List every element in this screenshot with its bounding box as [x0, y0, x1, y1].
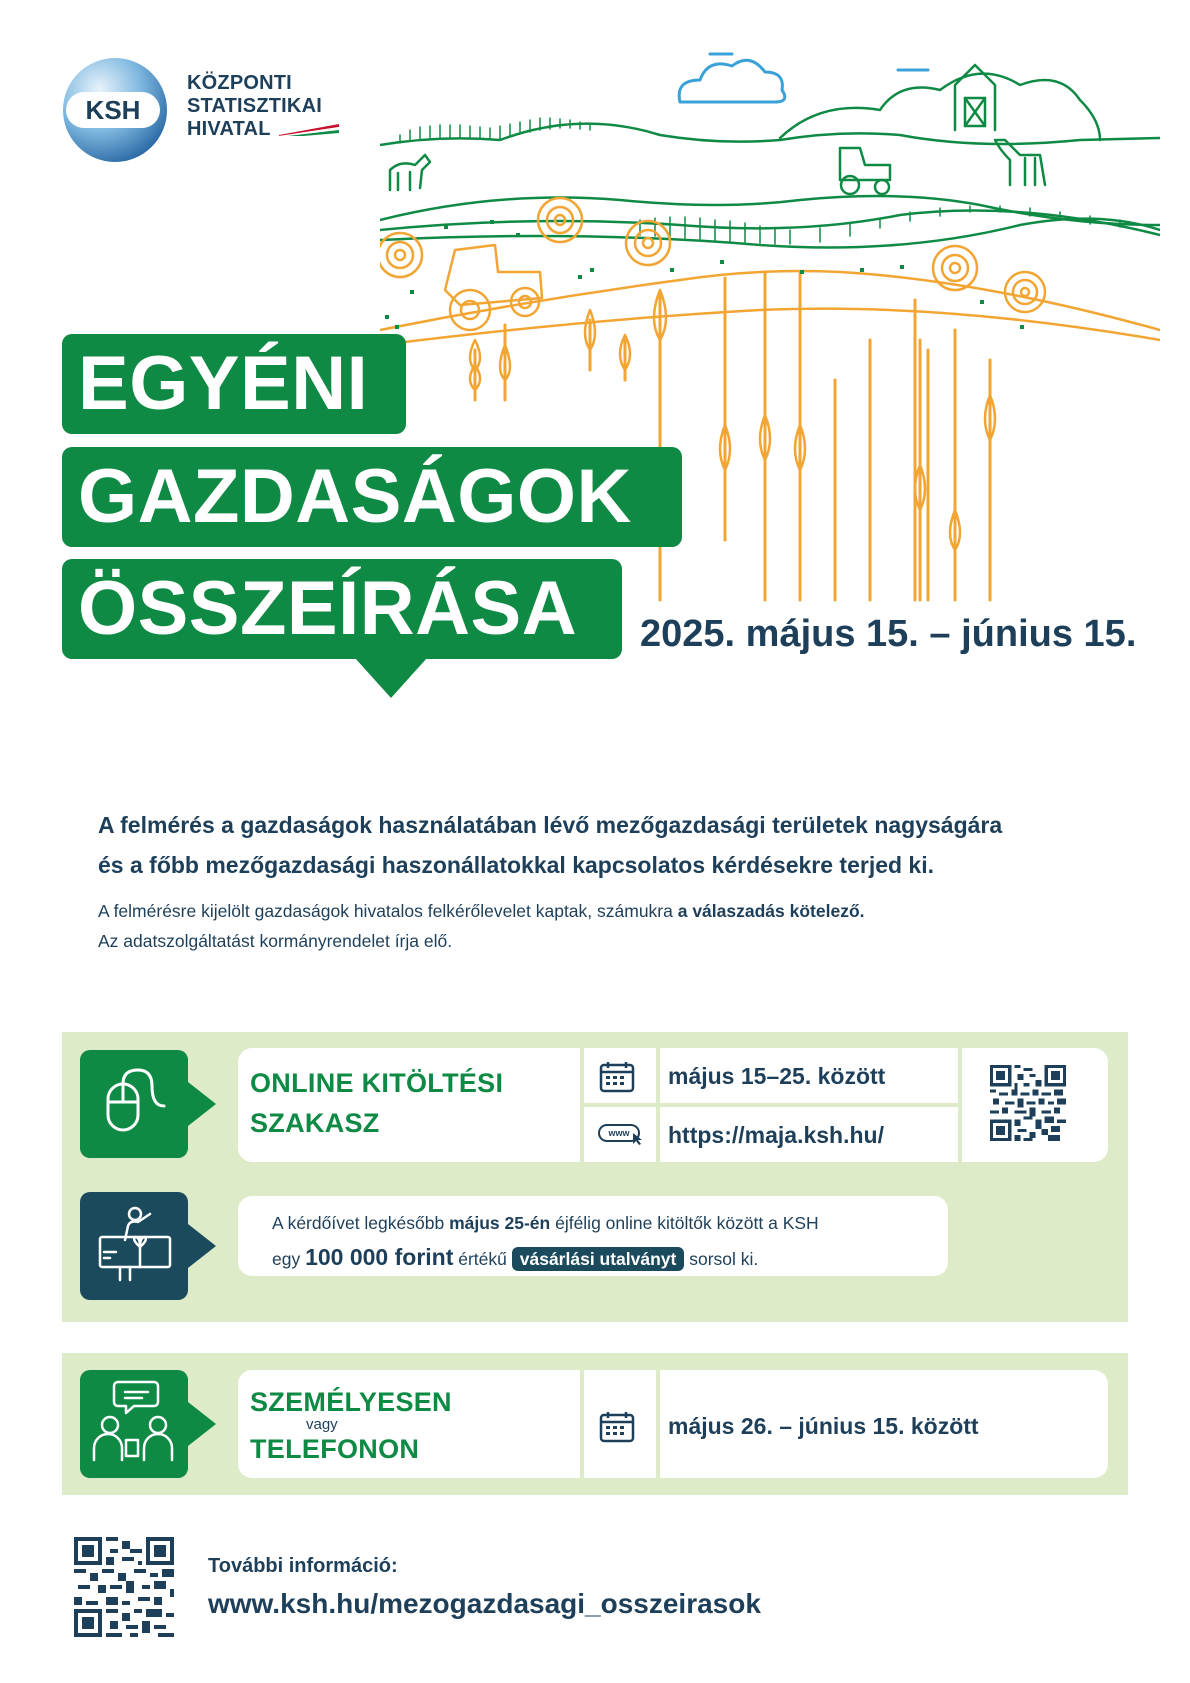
calendar-icon	[598, 1410, 638, 1444]
logo-text	[187, 72, 322, 141]
hay-bale-icon	[380, 198, 1045, 312]
flag-stripe-icon	[279, 122, 339, 136]
raffle-l2-mid: értékű	[453, 1249, 512, 1269]
gift-card-icon	[80, 1192, 188, 1300]
personal-title-line-2: TELEFONON	[250, 1434, 420, 1464]
title-line-3-box	[62, 559, 622, 659]
online-title-line-2: SZAKASZ	[250, 1108, 380, 1138]
gift-card-icon-box	[80, 1192, 188, 1300]
ksh-logo	[60, 55, 170, 165]
intro-bold-text	[98, 805, 1098, 885]
logo-line-3: HIVATAL	[187, 118, 271, 140]
people-icon-box	[80, 1370, 188, 1478]
raffle-l2-pre: egy	[272, 1249, 306, 1269]
divider	[584, 1103, 958, 1107]
raffle-l2-post: sorsol ki.	[684, 1249, 759, 1269]
mouse-icon	[80, 1050, 188, 1158]
raffle-deadline: május 25-én	[449, 1213, 551, 1233]
cursor-icon	[632, 1132, 644, 1146]
footer-label: További információ:	[208, 1555, 398, 1577]
raffle-amount: 100 000 forint	[305, 1244, 454, 1270]
web-icon-label: www	[598, 1124, 640, 1142]
people-conversation-icon	[80, 1370, 188, 1478]
intro-bold-line-2: és a főbb mezőgazdasági haszonállatokkal kapcsolatos kérdésekre terjed ki.	[98, 852, 935, 878]
intro-bold-line-1: A felmérés a gazdaságok használatában lévő mezőgazdasági területek nagyságára	[98, 812, 1003, 838]
online-title	[250, 1063, 503, 1143]
raffle-pre: A kérdőívet legkésőbb	[272, 1213, 450, 1233]
horse-icon	[390, 155, 430, 190]
date-range: 2025. május 15. – június 15.	[640, 613, 1137, 655]
qr-code-icon[interactable]	[990, 1065, 1066, 1141]
title-line-1-box	[62, 334, 406, 434]
voucher-badge: vásárlási utalványt	[512, 1247, 685, 1271]
logo-line-2: STATISZTIKAI	[187, 95, 322, 117]
intro-para-bold: a válaszadás kötelező.	[677, 901, 865, 921]
divider	[580, 1370, 584, 1478]
raffle-mid: éjfélig online kitöltők között a KSH	[550, 1213, 819, 1233]
intro-paragraph	[98, 896, 1098, 956]
intro-para-pre: A felmérésre kijelölt gazdaságok hivatalos felkérőlevelet kaptak, számukra	[98, 901, 678, 921]
horse-icon-2	[995, 140, 1045, 185]
footer-url-link[interactable]: www.ksh.hu/mezogazdasagi_osszeirasok	[208, 1588, 761, 1619]
intro-para-line-2: Az adatszolgáltatást kormányrendelet írja elő.	[98, 931, 453, 951]
online-url-link[interactable]: https://maja.ksh.hu/	[668, 1122, 884, 1148]
wheat-stalks	[475, 272, 990, 600]
online-arrow	[188, 1082, 216, 1126]
ksh-logo-emblem	[60, 55, 170, 165]
divider	[958, 1048, 962, 1162]
title-line-2-box	[62, 447, 682, 547]
personal-title	[250, 1386, 510, 1466]
title-line-3: ÖSSZEÍRÁSA	[78, 566, 578, 651]
calendar-icon	[598, 1060, 638, 1094]
personal-arrow	[188, 1402, 216, 1446]
logo-abbr: KSH	[85, 95, 141, 125]
title-pointer-arrow	[355, 658, 427, 700]
personal-or: vagy	[306, 1416, 338, 1433]
divider	[656, 1370, 660, 1478]
personal-period: május 26. – június 15. között	[668, 1413, 979, 1439]
raffle-arrow	[188, 1224, 216, 1268]
logo-line-3-wrap	[187, 118, 322, 141]
title-line-2: GAZDASÁGOK	[78, 454, 632, 539]
raffle-text	[272, 1206, 819, 1276]
personal-title-line-1: SZEMÉLYESEN	[250, 1387, 452, 1417]
mouse-icon-box	[80, 1050, 188, 1158]
footer-qr-code-icon[interactable]	[74, 1537, 174, 1637]
web-icon	[598, 1124, 642, 1146]
logo-line-1: KÖZPONTI	[187, 72, 292, 94]
online-title-line-1: ONLINE KITÖLTÉSI	[250, 1068, 504, 1098]
online-period: május 15–25. között	[668, 1063, 886, 1089]
title-line-1: EGYÉNI	[78, 341, 369, 426]
cloud-icon	[679, 60, 785, 102]
